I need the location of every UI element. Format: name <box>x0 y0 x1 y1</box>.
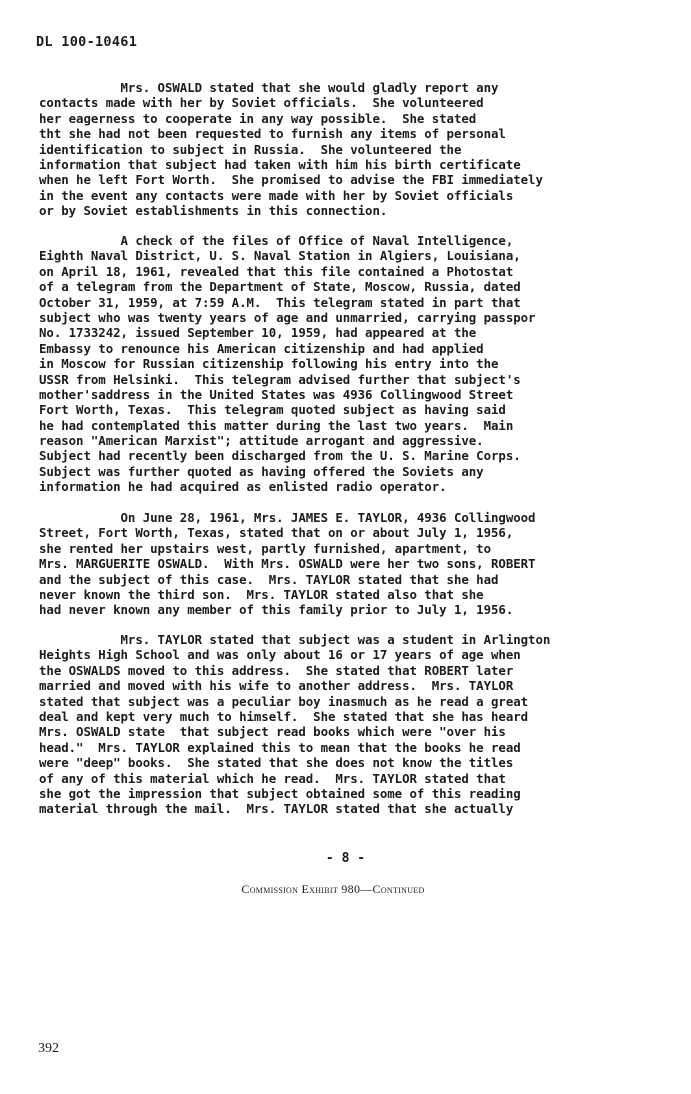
text-line: she got the impression that subject obtained some of this reading <box>39 785 521 801</box>
text-line: when he left Fort Worth. She promised to advise the FBI immediately <box>39 172 543 188</box>
text-line: Subject had recently been discharged from the U. S. Marine Corps. <box>39 448 521 464</box>
text-line: Heights High School and was only about 16 or 17 years of age when <box>39 647 521 663</box>
exhibit-caption: Commission Exhibit 980—Continued <box>241 882 425 896</box>
text-line: On June 28, 1961, Mrs. JAMES E. TAYLOR, 4936 Collingwood <box>39 510 536 525</box>
text-line: A check of the files of Office of Naval Intelligence, <box>39 233 514 248</box>
text-line: tht she had not been requested to furnish any items of personal <box>39 126 506 142</box>
text-line: had never known any member of this family prior to July 1, 1956. <box>39 602 514 618</box>
text-line: in Moscow for Russian citizenship following his entry into the <box>39 356 499 372</box>
text-line: he had contemplated this matter during the last two years. Main <box>39 417 514 433</box>
text-line: and the subject of this case. Mrs. TAYLOR stated that she had <box>39 571 499 587</box>
text-line: never known the third son. Mrs. TAYLOR stated also that she <box>39 586 484 602</box>
text-line: on April 18, 1961, revealed that this file contained a Photostat <box>39 263 514 279</box>
text-line: in the event any contacts were made with her by Soviet officials <box>39 187 514 203</box>
text-line: deal and kept very much to himself. She stated that she has heard <box>39 708 529 724</box>
text-line: October 31, 1959, at 7:59 A.M. This telegram stated in part that <box>39 294 521 310</box>
text-line: head." Mrs. TAYLOR explained this to mean that the books he read <box>39 739 521 755</box>
page-number: - 8 - <box>325 851 366 866</box>
text-line: the OSWALDS moved to this address. She stated that ROBERT later <box>39 662 514 678</box>
text-line: reason "American Marxist"; attitude arrogant and aggressive. <box>39 433 484 449</box>
text-line: she rented her upstairs west, partly furnished, apartment, to <box>39 540 491 556</box>
text-line: were "deep" books. She stated that she does not know the titles <box>39 755 514 771</box>
paragraph-taylor-rental <box>39 510 669 618</box>
text-line: information that subject had taken with him his birth certificate <box>39 156 521 172</box>
text-line: Embassy to renounce his American citizenship and had applied <box>39 340 484 356</box>
text-line: Subject was further quoted as having offered the Soviets any <box>39 463 484 479</box>
text-line: of any of this material which he read. Mrs. TAYLOR stated that <box>39 770 506 786</box>
text-line: material through the mail. Mrs. TAYLOR stated that she actually <box>39 801 514 817</box>
paragraph-naval-intelligence <box>39 233 669 495</box>
text-line: Eighth Naval District, U. S. Naval Station in Algiers, Louisiana, <box>39 248 521 264</box>
volume-page-number: 392 <box>38 1041 59 1056</box>
text-line: identification to subject in Russia. She volunteered the <box>39 141 462 157</box>
text-line: Mrs. MARGUERITE OSWALD. With Mrs. OSWALD were her two sons, ROBERT <box>39 556 536 572</box>
text-line: married and moved with his wife to another address. Mrs. TAYLOR <box>39 678 514 694</box>
text-line: Mrs. OSWALD stated that she would gladly report any <box>39 80 499 95</box>
file-number: DL 100-10461 <box>36 34 138 50</box>
text-line: contacts made with her by Soviet officials. She volunteered <box>39 95 484 111</box>
text-line: Mrs. OSWALD state that subject read books which were "over his <box>39 724 506 740</box>
text-line: Mrs. TAYLOR stated that subject was a student in Arlington <box>39 632 551 647</box>
text-line: Fort Worth, Texas. This telegram quoted subject as having said <box>39 402 506 418</box>
paragraph-taylor-subject <box>39 632 669 817</box>
text-line: subject who was twenty years of age and unmarried, carrying passpor <box>39 309 536 325</box>
text-line: of a telegram from the Department of State, Moscow, Russia, dated <box>39 279 521 295</box>
text-line: her eagerness to cooperate in any way possible. She stated <box>39 110 477 126</box>
paragraph-oswald-report <box>39 80 669 219</box>
text-line: mother'saddress in the United States was 4936 Collingwood Street <box>39 386 514 402</box>
text-line: information he had acquired as enlisted radio operator. <box>39 479 447 495</box>
text-line: Street, Fort Worth, Texas, stated that on or about July 1, 1956, <box>39 525 514 541</box>
text-line: stated that subject was a peculiar boy inasmuch as he read a great <box>39 693 529 709</box>
text-line: No. 1733242, issued September 10, 1959, had appeared at the <box>39 325 477 341</box>
text-line: or by Soviet establishments in this connection. <box>39 203 388 219</box>
text-line: USSR from Helsinki. This telegram advised further that subject's <box>39 371 521 387</box>
